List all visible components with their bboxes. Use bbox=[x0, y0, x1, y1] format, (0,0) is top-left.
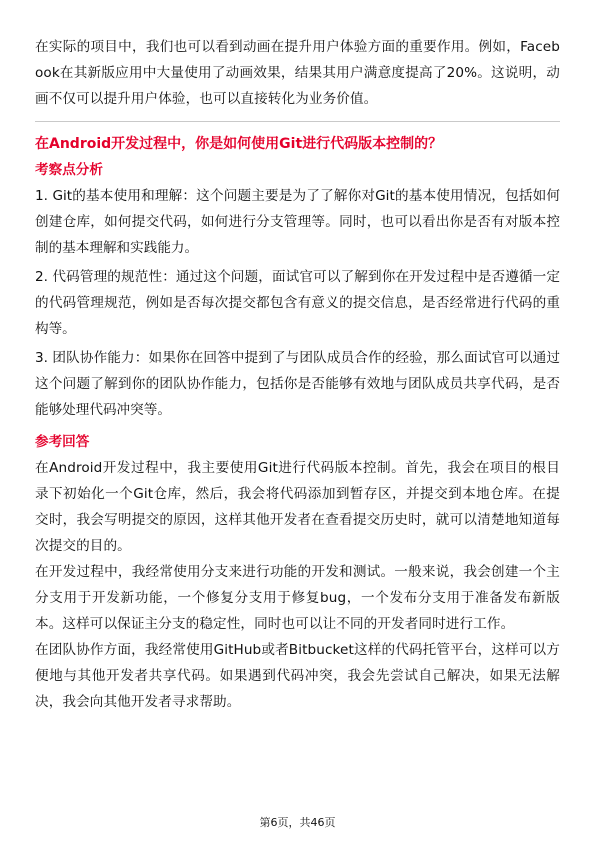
analysis-point: 3. 团队协作能力：如果你在回答中提到了与团队成员合作的经验，那么面试官可以通过这个问题了解到你的团队协作能力，包括你是否能够有效地与团队成员共享代码，是否能够处理代码冲突等。 bbox=[35, 350, 560, 418]
analysis-title: 考察点分析 bbox=[35, 162, 103, 178]
section-divider bbox=[35, 121, 560, 122]
page-footer bbox=[0, 814, 595, 830]
answer-paragraph: 在开发过程中，我经常使用分支来进行功能的开发和测试。一般来说，我会创建一个主分支用于开发新功能，一个修复分支用于修复bug，一个发布分支用于准备发布新版本。这样可以保证主分支的稳定性，同时也可以让不同的开发者同时进行工作。 bbox=[35, 564, 560, 632]
analysis-point: 1. Git的基本使用和理解：这个问题主要是为了了解你对Git的基本使用情况，包括如何创建仓库，如何提交代码，如何进行分支管理等。同时，也可以看出你是否有对版本控制的基本理解和实践能力。 bbox=[35, 188, 560, 256]
analysis-point: 2. 代码管理的规范性：通过这个问题，面试官可以了解到你在开发过程中是否遵循一定的代码管理规范，例如是否每次提交都包含有意义的提交信息，是否经常进行代码的重构等。 bbox=[35, 269, 560, 337]
document-page bbox=[35, 34, 560, 715]
answer-paragraph: 在Android开发过程中，我主要使用Git进行代码版本控制。首先，我会在项目的根目录下初始化一个Git仓库，然后，我会将代码添加到暂存区，并提交到本地仓库。在提交时，我会写明提交的原因，这样其他开发者在查看提交历史时，就可以清楚地知道每次提交的目的。 bbox=[35, 460, 560, 554]
page-number: 第6页，共46页 bbox=[259, 816, 336, 829]
question-heading: 在Android开发过程中，你是如何使用Git进行代码版本控制的？ bbox=[35, 136, 443, 152]
answer-paragraph: 在团队协作方面，我经常使用GitHub或者Bitbucket这样的代码托管平台，这样可以方便地与其他开发者共享代码。如果遇到代码冲突，我会先尝试自己解决，如果无法解决，我会向其他开发者寻求帮助。 bbox=[35, 642, 560, 710]
answer-title: 参考回答 bbox=[35, 434, 90, 450]
intro-paragraph: 在实际的项目中，我们也可以看到动画在提升用户体验方面的重要作用。例如，Facebook在其新版应用中大量使用了动画效果，结果其用户满意度提高了20%。这说明，动画不仅可以提升用户体验，也可以直接转化为业务价值。 bbox=[35, 39, 560, 107]
